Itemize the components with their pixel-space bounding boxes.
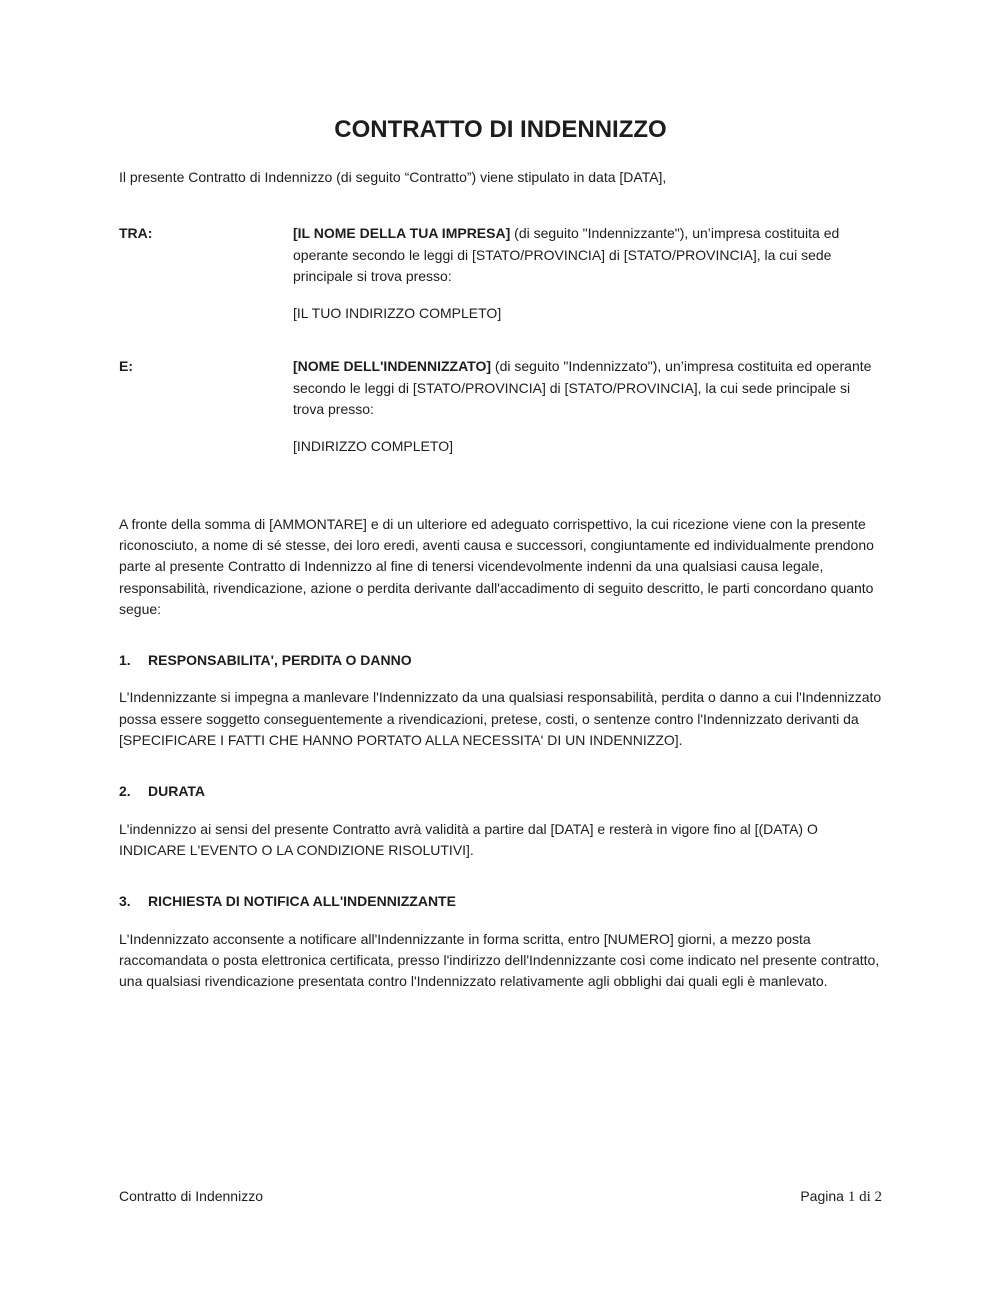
section-body-3: L'Indennizzato acconsente a notificare all'Indennizzante in forma scritta, entro [NUMERO] giorni, a mezzo posta raccomandata o posta elettronica certificata, presso l'indirizzo dell'Indennizzante così come indicato nel presente contratto, una qualsiasi rivendicazione presentata contro l'Indennizzato relativamente agli obblighi dai quali egli è manlevato. [119,930,880,990]
party-address-tra: [IL TUO INDIRIZZO COMPLETO] [293,305,502,322]
party-label-e: E: [119,358,133,375]
section-body-2: L'indennizzo ai sensi del presente Contratto avrà validità a partire dal [DATA] e resterà in vigore fino al [(DATA) O INDICARE L'EVENTO O LA CONDIZIONE RISOLUTIVI]. [119,820,818,858]
party-description-e [293,356,882,420]
party-body-tra [293,223,882,324]
section-number-2: 2. [119,783,131,800]
party-label-tra: TRA: [119,225,153,242]
section-title-1: RESPONSABILITA', PERDITA O DANNO [148,652,412,669]
footer-page-label: Pagina [800,1188,844,1204]
party-body-e [293,356,882,457]
party-block-e [119,356,882,457]
section-heading-1 [119,650,882,671]
footer-page-value: 1 di 2 [847,1189,882,1205]
party-name-placeholder-tra: [IL NOME DELLA TUA IMPRESA] [293,225,511,242]
party-block-tra [119,223,882,324]
page-title: CONTRATTO DI INDENNIZZO [334,116,667,143]
consideration-paragraph: A fronte della somma di [AMMONTARE] e di un ulteriore ed adeguato corrispettivo, la cui ricezione viene con la presente riconosciuto, a nome di sé stesse, dei loro eredi, aventi causa e successori, congiuntamente ed individualmente prendono parte al presente Contratto di Indennizzo al fine di tenersi vicendevolmente indenni da una qualsiasi causa legale, responsabilità, rivendicazione, azione o perdita derivante dall'accadimento di seguito descritto, le parti concordano quanto segue: [119,515,874,617]
section-number-1: 1. [119,652,131,669]
footer-document-name: Contratto di Indennizzo [119,1188,263,1204]
section-number-3: 3. [119,893,131,910]
section-heading-3 [119,891,882,912]
party-address-e: [INDIRIZZO COMPLETO] [293,438,453,455]
page-footer [119,1186,882,1208]
party-description-text-e: (di seguito "Indennizzato"), un’impresa costituita ed operante secondo le leggi di [STATO/PROVINCIA] di [STATO/PROVINCIA], la cui sede principale si trova presso: [293,358,872,418]
section-title-2: DURATA [148,783,206,800]
party-description-text-tra: (di seguito "Indennizzante"), un’impresa costituita ed operante secondo le leggi di [STATO/PROVINCIA] di [STATO/PROVINCIA], la cui sede principale si trova presso: [293,225,840,284]
intro-paragraph: Il presente Contratto di Indennizzo (di seguito “Contratto”) viene stipulato in data [DATA], [119,169,667,185]
party-description-tra [293,223,882,287]
footer-page-number [800,1186,882,1208]
section-heading-2 [119,781,882,802]
section-body-1: L'Indennizzante si impegna a manlevare l'Indennizzato da una qualsiasi responsabilità, perdita o danno a cui l'Indennizzato possa essere soggetto conseguentemente a rivendicazioni, pretese, costi, o sentenze contro l'Indennizzato derivanti da [SPECIFICARE I FATTI CHE HANNO PORTATO ALLA NECESSITA' DI UN INDENNIZZO]. [119,689,882,749]
section-title-3: RICHIESTA DI NOTIFICA ALL'INDENNIZZANTE [148,893,456,910]
party-name-placeholder-e: [NOME DELL'INDENNIZZATO] [293,358,492,375]
